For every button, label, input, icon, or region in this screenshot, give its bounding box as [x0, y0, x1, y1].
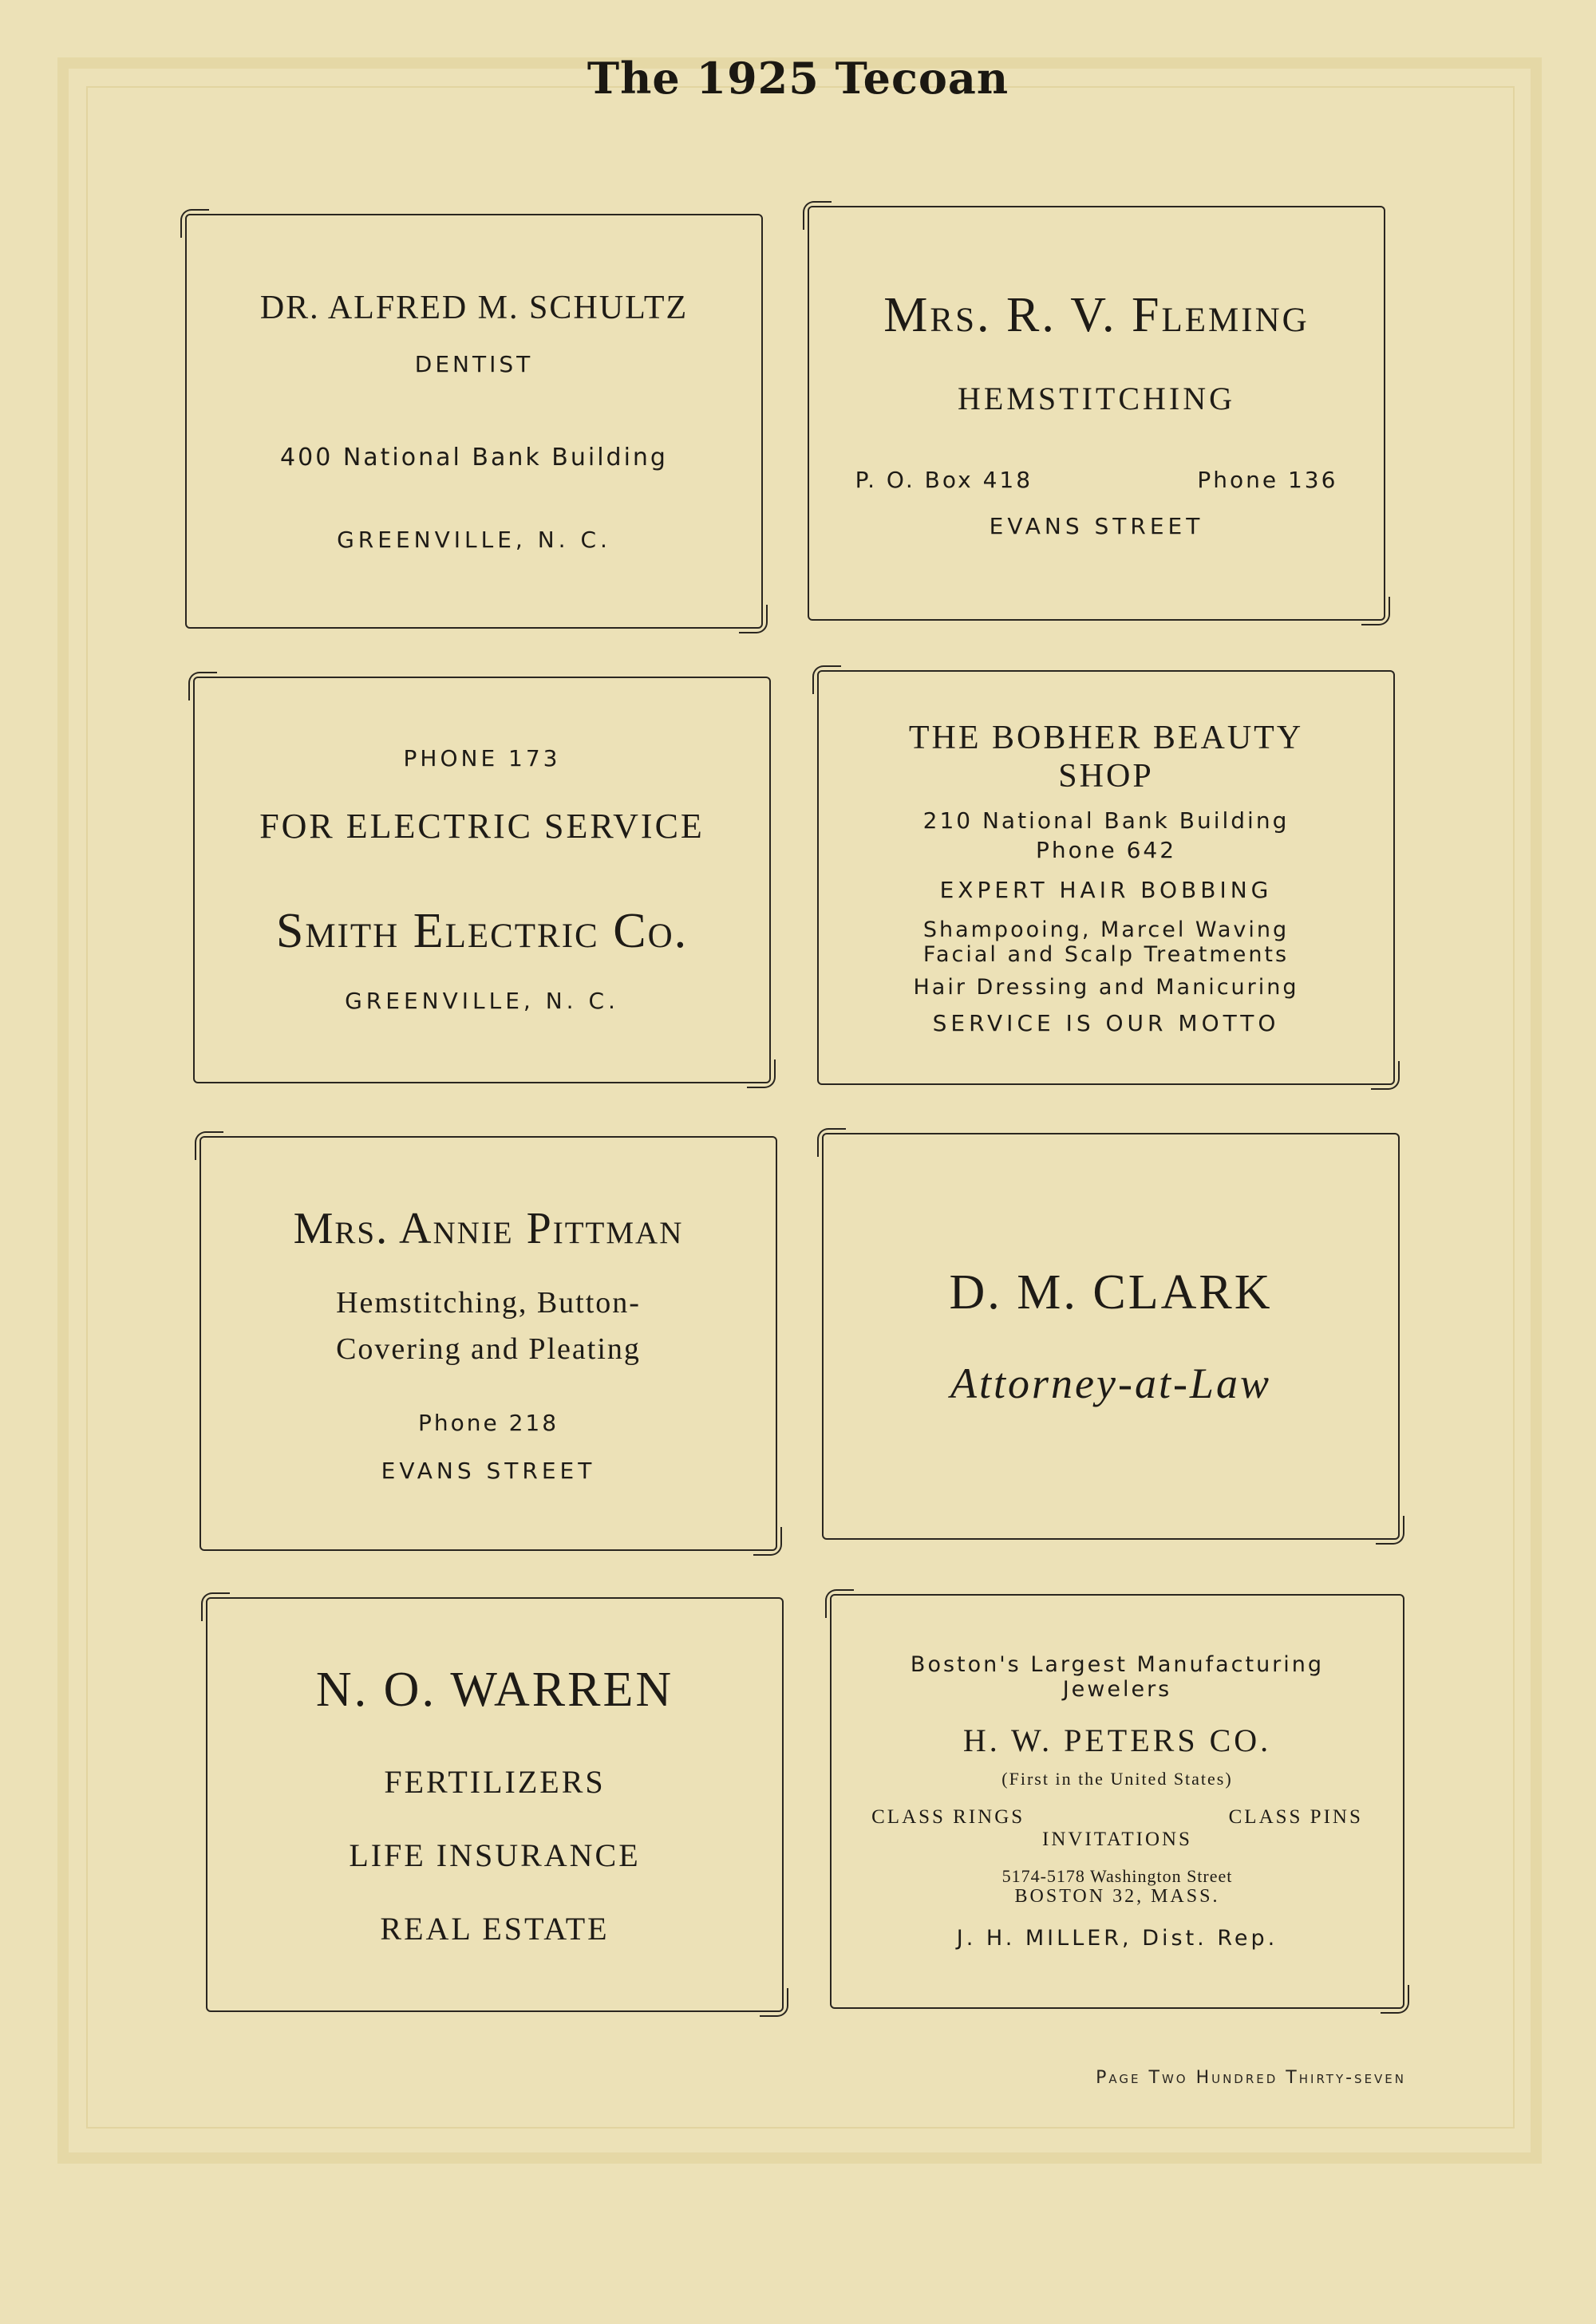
- ad-warren: [206, 1597, 784, 2012]
- ad-line: REAL ESTATE: [380, 1910, 610, 1947]
- ad-rep: J. H. MILLER, Dist. Rep.: [956, 1925, 1278, 1951]
- ad-smith-electric: [193, 677, 771, 1083]
- ad-bobher-beauty-shop: [817, 670, 1395, 1085]
- ad-product: CLASS RINGS: [871, 1806, 1025, 1829]
- ad-title: Attorney-at-Law: [950, 1359, 1271, 1407]
- ad-fleming: [808, 206, 1385, 621]
- ad-corner: [1361, 597, 1390, 625]
- ad-corner: [201, 1592, 230, 1621]
- ad-corner: [747, 1059, 776, 1088]
- ad-corner: [760, 1988, 788, 2017]
- ad-corner: [1381, 1985, 1409, 2014]
- ad-services-line: Shampooing, Marcel Waving: [922, 917, 1290, 942]
- ad-name: DR. ALFRED M. SCHULTZ: [259, 290, 689, 327]
- ad-phone: Phone 218: [417, 1409, 559, 1436]
- ad-address: 5174-5178 Washington Street: [1001, 1866, 1233, 1887]
- ad-corner: [739, 605, 768, 633]
- ad-corner: [180, 209, 209, 238]
- ad-phone: Phone 642: [1035, 836, 1177, 863]
- ad-corner: [195, 1131, 223, 1160]
- ad-box: P. O. Box 418: [855, 467, 1033, 494]
- ad-street: EVANS STREET: [989, 513, 1204, 540]
- ad-clark: [822, 1133, 1400, 1540]
- ad-corner: [188, 672, 217, 700]
- ad-products-row: [871, 1806, 1363, 1829]
- ad-product: CLASS PINS: [1228, 1806, 1363, 1829]
- ad-specialty: EXPERT HAIR BOBBING: [939, 876, 1273, 903]
- ad-corner: [812, 665, 841, 694]
- ad-motto: SERVICE IS OUR MOTTO: [932, 1010, 1280, 1037]
- ad-address: 400 National Bank Building: [280, 443, 668, 472]
- ad-profession: DENTIST: [414, 350, 534, 377]
- ad-schultz: [185, 214, 763, 629]
- ad-services-line: Hemstitching, Button-: [336, 1286, 641, 1320]
- ad-services-line: Hair Dressing and Manicuring: [913, 975, 1299, 1000]
- ad-note: (First in the United States): [1001, 1769, 1233, 1789]
- ad-phone: PHONE 173: [403, 744, 561, 771]
- ad-corner: [817, 1128, 846, 1157]
- ad-line: LIFE INSURANCE: [349, 1837, 641, 1873]
- ad-tagline: FOR ELECTRIC SERVICE: [259, 807, 705, 846]
- ad-city: BOSTON 32, MASS.: [1014, 1886, 1220, 1908]
- ad-corner: [803, 201, 832, 230]
- ad-corner: [753, 1527, 782, 1556]
- ad-name: N. O. WARREN: [315, 1663, 674, 1718]
- ad-service: HEMSTITCHING: [958, 381, 1235, 417]
- ad-corner: [825, 1589, 854, 1618]
- ad-peters: [830, 1594, 1404, 2009]
- ad-services-line: Covering and Pleating: [336, 1332, 641, 1366]
- ad-contact-row: [855, 467, 1338, 493]
- ad-address: 210 National Bank Building: [922, 807, 1290, 835]
- ad-name: Mrs. R. V. Fleming: [883, 287, 1310, 342]
- page-number: Page Two Hundred Thirty-seven: [1096, 2068, 1406, 2088]
- ad-name: D. M. CLARK: [949, 1265, 1273, 1320]
- page-title: The 1925 Tecoan: [587, 53, 1009, 104]
- ad-street: EVANS STREET: [381, 1457, 596, 1484]
- ad-tagline: Boston's Largest Manufacturing Jewelers: [910, 1651, 1325, 1702]
- ad-corner: [1376, 1516, 1404, 1545]
- ad-city: GREENVILLE, N. C.: [345, 987, 619, 1014]
- ad-name: H. W. PETERS CO.: [962, 1722, 1272, 1759]
- ad-name: Mrs. Annie Pittman: [293, 1203, 684, 1253]
- ad-services-line: Facial and Scalp Treatments: [922, 941, 1290, 967]
- ad-corner: [1371, 1061, 1400, 1090]
- ad-pittman: [200, 1136, 777, 1551]
- ad-line: FERTILIZERS: [384, 1763, 606, 1800]
- ad-city: GREENVILLE, N. C.: [337, 527, 611, 554]
- ad-product: INVITATIONS: [1042, 1829, 1192, 1851]
- ad-name: Smith Electric Co.: [275, 903, 689, 958]
- ad-phone: Phone 136: [1197, 467, 1338, 494]
- ad-name: THE BOBHER BEAUTY SHOP: [908, 719, 1304, 795]
